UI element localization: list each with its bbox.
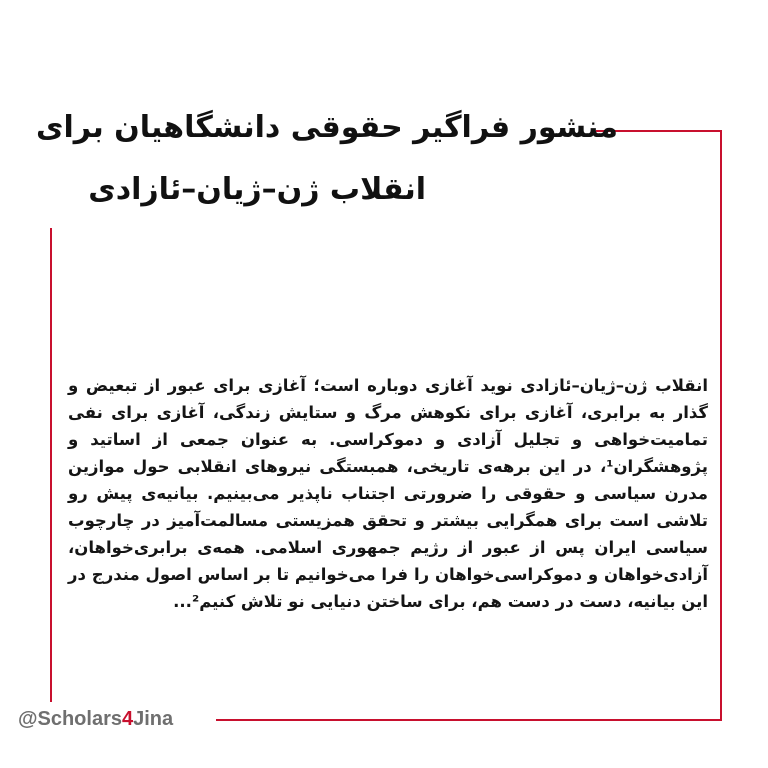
frame-bottom-line	[216, 719, 722, 721]
page-title-line-1: منشور فراگیر حقوقی دانشگاهیان برای	[36, 110, 618, 145]
statement-body-text: انقلاب ژن–ژیان–ئازادی نوید آغازی دوباره است؛ آغازی برای عبور از تبعیض و گذار به برابری، آغازی برای نکوهش مرگ و ستایش زندگی، آغازی برای نفی تمامیت‌خواهی و تجلیل آزادی و دموکراسی. به عنوان جمعی از اساتید و پژوهشگران¹، در این برهه‌ی تاریخی، همبستگی نیروهای انقلابی حول موازین مدرن سیاسی و حقوقی را ضرورتی اجتناب ناپذیر می‌بینیم. بیانیه‌ی پیش رو تلاشی است برای همگرایی بیشتر و تحقق همزیستی مسالمت‌آمیز در چارچوب سیاسی ایران پس از عبور از رژیم جمهوری اسلامی. همه‌ی برابری‌خواهان، آزادی‌خواهان و دموکراسی‌خواهان را فرا می‌خوانیم تا بر اساس اصول مندرج در این بیانیه، دست در دست هم، برای ساختن دنیایی نو تلاش کنیم²...	[68, 376, 708, 611]
handle-accent: 4	[121, 708, 134, 730]
frame-left-line	[50, 228, 52, 702]
handle-suffix: Jina	[133, 708, 174, 730]
page-title-line-2: انقلاب ژن–ژیان–ئازادی	[88, 172, 426, 207]
social-handle	[18, 708, 173, 731]
handle-prefix: @Scholars	[18, 708, 122, 730]
frame-right-line	[720, 130, 722, 720]
